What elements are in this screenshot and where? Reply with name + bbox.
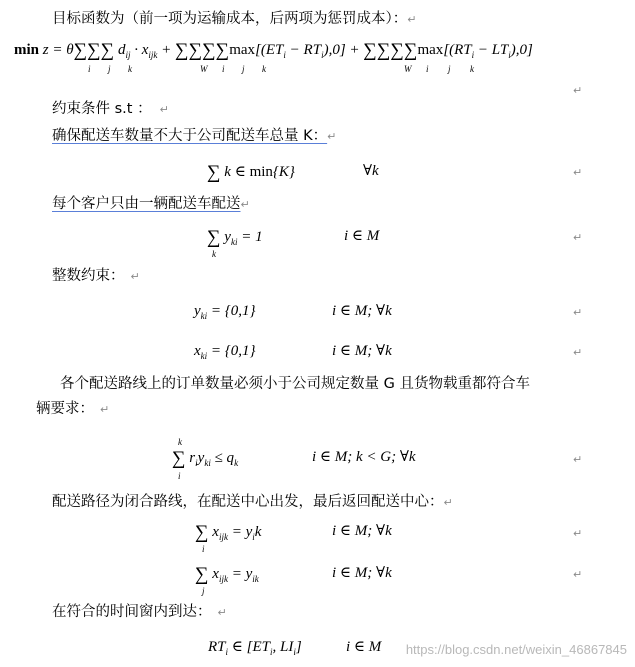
c4-text-2 [36,400,109,419]
sum-index-i3: i [426,64,429,74]
c6-text [52,603,227,622]
objective-formula: min z = θ∑∑∑ dij · xijk + ∑∑∑∑max[(ETi − RTi),0] + ∑∑∑∑max[(RTi − LTi),0] [14,40,533,61]
paragraph-mark: ↵ [327,130,337,143]
c3a-cond: i ∈ M; ∀k [332,303,392,319]
c1-cond: ∀k [363,163,379,179]
c5a-formula: ∑ xijk = yik [195,522,262,543]
c6-formula: RTi ∈ [ETi, LIi] [208,639,302,657]
paragraph-mark: ↵ [573,568,583,581]
sum-index-j4: j [202,586,205,596]
c5b-formula: ∑ xijk = yik [195,564,259,585]
c3-text-content: 整数约束： [52,268,125,284]
constraints-intro [52,100,169,119]
c5-text-content: 配送路径为闭合路线，在配送中心出发，最后返回配送中心： [52,494,444,510]
c1-text-content: 确保配送车数量不大于公司配送车总量 K： [52,128,328,144]
sum-index-w2: W [404,64,412,74]
c4-text-1: 各个配送路线上的订单数量必须小于公司规定数量 G 且货物载重都符合车 [60,376,530,392]
c5b-cond: i ∈ M; ∀k [332,565,392,581]
sum-index-i4: i [178,471,181,481]
c6-cond: i ∈ M [346,639,382,655]
sum-index-k2: k [262,64,266,74]
sum-index-j2: j [242,64,245,74]
paragraph-mark: ↵ [130,270,140,283]
c1-formula: ∑ k ∈ min{K} [207,162,295,183]
sum-index-k: k [128,64,132,74]
sum-index-i5: i [202,544,205,554]
c3a-formula: yki = {0,1} [194,303,256,321]
sum-index-k5: k [178,437,182,447]
paragraph-mark: ↵ [443,496,453,509]
sum-index-k3: k [470,64,474,74]
sum-index-j3: j [448,64,451,74]
c2-text [52,195,250,214]
paragraph-mark: ↵ [240,198,250,211]
c5a-cond: i ∈ M; ∀k [332,523,392,539]
paragraph-mark: ↵ [573,527,583,540]
paragraph-mark: ↵ [573,306,583,319]
c3b-formula: xki = {0,1} [194,343,256,361]
sum-index-i2: i [222,64,225,74]
watermark: https://blog.csdn.net/weixin_46867845 [405,642,627,657]
c2-text-content: 每个客户只由一辆配送车配送 [52,196,241,212]
sum-index-k4: k [212,249,216,259]
constraints-intro-text: 约束条件 s.t ： [52,101,152,117]
c6-text-content: 在符合的时间窗内到达： [52,604,212,620]
c3-text [52,267,140,286]
objective-intro-text: 目标函数为（前一项为运输成本，后两项为惩罚成本）： [52,11,408,27]
c1-text [52,127,336,146]
sum-index-j: j [108,64,111,74]
c2-cond: i ∈ M [344,228,380,244]
sum-index-w: W [200,64,208,74]
c5-text [52,493,453,512]
sum-index-i: i [88,64,91,74]
c3b-cond: i ∈ M; ∀k [332,343,392,359]
paragraph-mark: ↵ [573,346,583,359]
objective-intro [52,10,416,29]
paragraph-mark: ↵ [573,166,583,179]
paragraph-mark: ↵ [407,13,417,26]
c4-text-2-content: 辆要求： [36,401,94,417]
c2-formula: ∑ yki = 1 [207,227,263,248]
paragraph-mark: ↵ [217,606,227,619]
paragraph-mark: ↵ [573,231,583,244]
paragraph-mark: ↵ [159,103,169,116]
c4-formula: ∑ riyki ≤ qk [172,448,239,469]
paragraph-mark: ↵ [573,84,583,97]
c4-cond: i ∈ M; k < G; ∀k [312,449,416,465]
paragraph-mark: ↵ [100,403,110,416]
paragraph-mark: ↵ [573,453,583,466]
